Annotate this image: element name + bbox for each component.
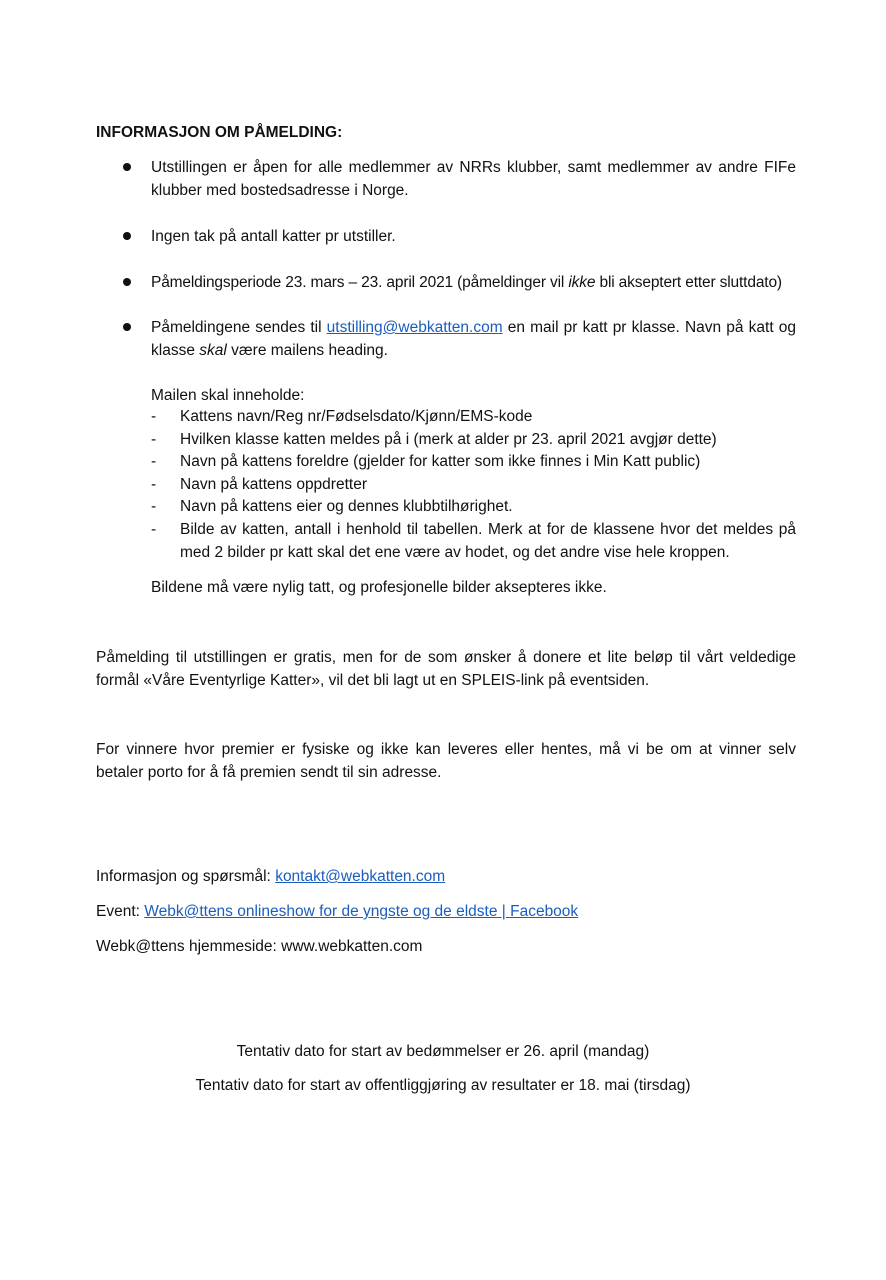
mail-item: Kattens navn/Reg nr/Fødselsdato/Kjønn/EMS-kode: [180, 408, 533, 425]
mail-item: Bilde av katten, antall i henhold til tabellen. Merk at for de klassene hvor det meldes på med 2 bilder pr katt skal det ene være av hodet, og det andre vise hele kroppen.: [180, 521, 796, 561]
photo-note: Bildene må være nylig tatt, og profesjonelle bilder aksepteres ikke.: [151, 579, 607, 596]
donation-paragraph: Påmelding til utstillingen er gratis, men for de som ønsker å donere et lite beløp til vårt veldedige formål «Våre Eventyrlige Katter», vil det bli lagt ut en SPLEIS-link på eventsiden.: [96, 649, 796, 689]
bullet-icon: [123, 163, 131, 171]
bullet-membership: Utstillingen er åpen for alle medlemmer av NRRs klubber, samt medlemmer av andre FIFe klubber med bostedsadresse i Norge.: [151, 159, 796, 199]
bullet-registration-period: Påmeldingsperiode 23. mars – 23. april 2021 (påmeldinger vil ikke bli akseptert etter sluttdato): [151, 274, 782, 291]
bullet-icon: [123, 323, 131, 331]
contact-email-link[interactable]: kontakt@webkatten.com: [275, 868, 446, 885]
section-heading: INFORMASJON OM PÅMELDING:: [96, 124, 343, 141]
homepage-line: Webk@ttens hjemmeside: www.webkatten.com: [96, 938, 423, 955]
event-line: Event: Webk@ttens onlineshow for de yngste og de eldste | Facebook: [96, 903, 579, 920]
registration-email-link[interactable]: utstilling@webkatten.com: [326, 319, 503, 336]
facebook-event-link[interactable]: Webk@ttens onlineshow for de yngste og de eldste | Facebook: [144, 903, 579, 920]
results-date: Tentativ dato for start av offentliggjøring av resultater er 18. mai (tirsdag): [195, 1077, 691, 1094]
bullet-icon: [123, 278, 131, 286]
mail-item: Navn på kattens foreldre (gjelder for katter som ikke finnes i Min Katt public): [180, 453, 701, 470]
dash-marker: -: [151, 431, 157, 448]
judging-date: Tentativ dato for start av bedømmelser er 26. april (mandag): [236, 1043, 650, 1060]
bullet-no-limit: Ingen tak på antall katter pr utstiller.: [151, 228, 396, 245]
mail-item: Hvilken klasse katten meldes på i (merk at alder pr 23. april 2021 avgjør dette): [180, 431, 717, 448]
mail-item: Navn på kattens oppdretter: [180, 476, 367, 493]
dash-marker: -: [151, 521, 157, 538]
dash-marker: -: [151, 408, 157, 425]
bullet-send-to: Påmeldingene sendes til utstilling@webkatten.com en mail pr katt pr klasse. Navn på katt og klasse skal være mailens heading.: [151, 319, 796, 359]
mail-intro: Mailen skal inneholde:: [151, 387, 305, 404]
mail-item: Navn på kattens eier og dennes klubbtilhørighet.: [180, 498, 513, 515]
contact-line: Informasjon og spørsmål: kontakt@webkatten.com: [96, 868, 446, 885]
dash-marker: -: [151, 476, 157, 493]
dash-marker: -: [151, 498, 157, 515]
prizes-paragraph: For vinnere hvor premier er fysiske og ikke kan leveres eller hentes, må vi be om at vinner selv betaler porto for å få premien sendt til sin adresse.: [96, 741, 796, 781]
bullet-icon: [123, 232, 131, 240]
dash-marker: -: [151, 453, 157, 470]
